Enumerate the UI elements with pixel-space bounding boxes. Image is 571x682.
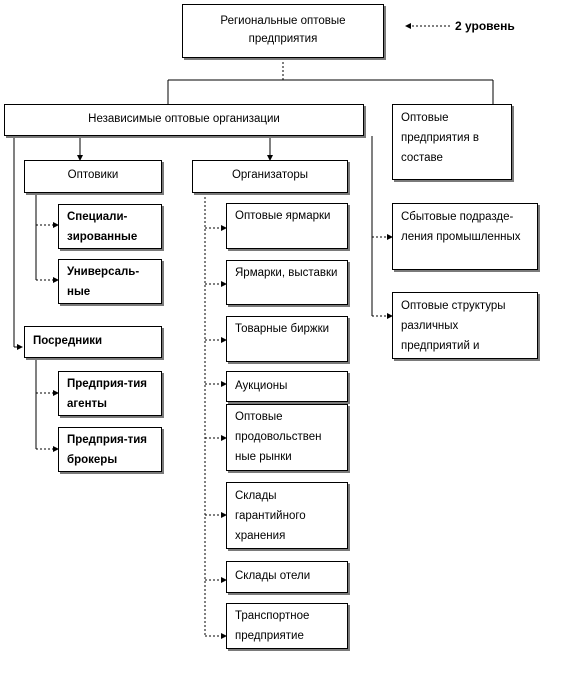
intermediaries-label: Посредники <box>33 335 103 347</box>
intermediary-item <box>58 427 162 472</box>
organizer-item <box>226 561 348 593</box>
wholesaler-item <box>58 204 162 249</box>
wholesaler-item-label: Специали-зированные <box>67 211 138 243</box>
root-node <box>182 4 384 58</box>
in-structure-item <box>392 292 538 359</box>
organizer-item-label: Склады отели <box>235 570 311 582</box>
organizer-item-label: Транспортное предприятие <box>235 610 310 642</box>
independent-label: Независимые оптовые организации <box>88 113 280 125</box>
intermediary-item-label: Предприя-тия агенты <box>67 378 147 410</box>
organizer-item-label: Оптовые продовольствен ные рынки <box>235 411 322 463</box>
intermediaries-node <box>24 326 162 358</box>
intermediary-item <box>58 371 162 416</box>
root-label: Региональные оптовые предприятия <box>220 15 346 45</box>
organizers-node <box>192 160 348 193</box>
level-label: 2 уровень <box>455 19 515 33</box>
organizer-item <box>226 482 348 549</box>
intermediary-item-label: Предприя-тия брокеры <box>67 434 147 466</box>
organizer-item-label: Склады гарантийного хранения <box>235 490 306 542</box>
organizer-item-label: Ярмарки, выставки <box>235 267 338 279</box>
organizer-item <box>226 371 348 402</box>
organizer-item <box>226 316 348 362</box>
wholesaler-item <box>58 259 162 304</box>
wholesalers-node <box>24 160 162 193</box>
in-structure-item-label: Сбытовые подразде-ления промышленных <box>401 211 521 243</box>
organizer-item <box>226 404 348 471</box>
organizers-label: Организаторы <box>231 169 309 181</box>
organizer-item-label: Товарные биржки <box>235 323 330 335</box>
wholesaler-item-label: Универсаль-ные <box>67 266 140 298</box>
independent-node <box>4 104 364 136</box>
organizer-item <box>226 203 348 249</box>
organizer-item-label: Оптовые ярмарки <box>235 210 331 222</box>
organizer-item-label: Аукционы <box>235 380 288 392</box>
organizer-item <box>226 260 348 305</box>
in-structure-item-label: Оптовые структуры различных предприятий и <box>401 300 506 352</box>
in-structure-item <box>392 203 538 270</box>
in-structure-node <box>392 104 512 180</box>
wholesalers-label: Оптовики <box>67 169 119 181</box>
organizer-item <box>226 603 348 649</box>
in-structure-label: Оптовые предприятия в составе <box>401 112 479 164</box>
